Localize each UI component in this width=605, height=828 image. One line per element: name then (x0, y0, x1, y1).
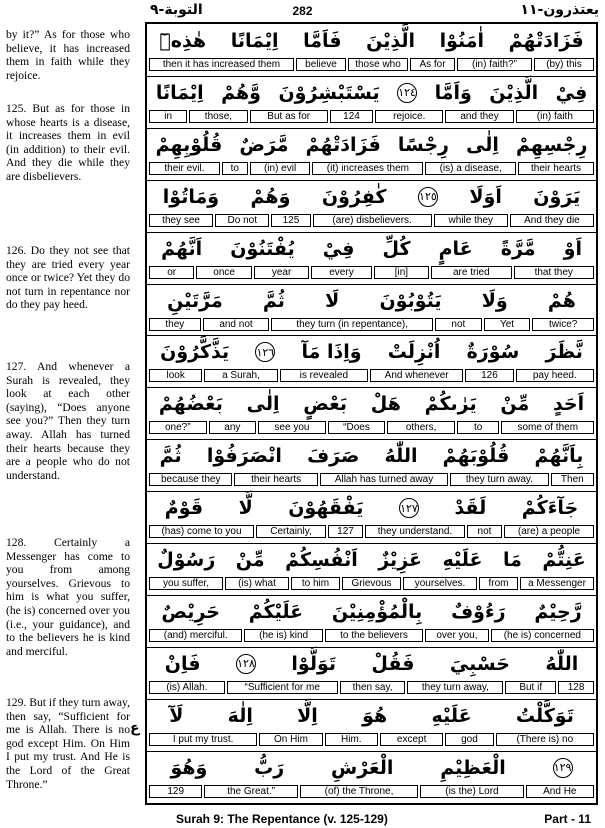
gloss-word: their hearts (518, 162, 594, 175)
gloss-word: (it) increases them (312, 162, 423, 175)
arabic-word: تَوَكَّلْتُ (515, 704, 574, 727)
verse-row (147, 647, 596, 699)
arabic-word: اللّٰهُ (545, 652, 579, 675)
gloss-word: look (149, 369, 202, 382)
arabic-word: فَزَادَتْهُمْ (305, 133, 381, 156)
translation-paragraph: 128. Certainly a Messenger has come to you from among yourselves. Grievous to him is what you suffer, (he is) concerned over you (i.e., your guidance), and to the believers he is kind and merciful. (6, 536, 130, 658)
gloss-word: and not (203, 318, 270, 331)
gloss-word: 129 (149, 785, 202, 798)
arabic-word: اِلٰى (246, 393, 280, 416)
verse-row (147, 751, 596, 803)
verse-row (147, 128, 596, 180)
gloss-line (149, 785, 594, 798)
gloss-word: every (311, 266, 371, 279)
gloss-line (149, 577, 594, 590)
arabic-word: اِلٰهَ (227, 704, 253, 727)
arabic-line (147, 284, 596, 318)
gloss-word: once (196, 266, 251, 279)
gloss-word: to (222, 162, 248, 175)
gloss-line (149, 318, 594, 331)
arabic-word: كٰفِرُوْنَ (321, 185, 387, 208)
arabic-word: حَسْبِيَ (449, 652, 510, 675)
row-divider (147, 76, 596, 77)
verse-number: ١٢٥ (418, 187, 438, 207)
gloss-line (149, 369, 594, 382)
gloss-word: any (209, 421, 257, 434)
gloss-line (149, 733, 594, 746)
verse-row (147, 24, 596, 76)
arabic-word: قُلُوْبَهُمْ (442, 445, 510, 468)
gloss-word: (is) what (225, 577, 289, 590)
gloss-word: “Sufficient for me (227, 681, 338, 694)
arabic-word: انْصَرَفُوْا (206, 445, 282, 468)
arabic-line (147, 180, 596, 214)
gloss-word: Allah has turned away (320, 473, 448, 486)
gloss-word: except (380, 733, 443, 746)
gloss-word: god (445, 733, 493, 746)
gloss-word: (is) Allah. (149, 681, 225, 694)
page-header (0, 0, 605, 22)
gloss-word: (is the) Lord (420, 785, 523, 798)
row-divider (147, 595, 596, 596)
gloss-word: (is) a disease, (425, 162, 516, 175)
arabic-line (147, 439, 596, 473)
arabic-word: يَسْتَبْشِرُوْنَ (278, 81, 380, 104)
arabic-word: بَعْضُهُمْ (158, 393, 223, 416)
arabic-word: مَرَّتَيْنِ (167, 289, 223, 312)
arabic-word: يَرٰىكُمْ (424, 393, 477, 416)
row-divider (147, 284, 596, 285)
arabic-word: وَاِذَا مَآ (301, 341, 362, 364)
page-number: 282 (292, 4, 313, 18)
arabic-word: رَسُوْلٌ (157, 549, 216, 571)
gloss-word: not (467, 525, 502, 538)
arabic-word: قَوْمٌ (164, 497, 204, 520)
row-divider (147, 491, 596, 492)
gloss-word: are tried (431, 266, 511, 279)
gloss-word: they turn away. (450, 473, 548, 486)
gloss-word: the Great.” (204, 785, 297, 798)
surah-title: Surah 9: The Repentance (v. 125-129) (176, 812, 388, 826)
gloss-word: Grievous (342, 577, 401, 590)
verse-row (147, 439, 596, 491)
arabic-word: وَاَمَّا (434, 81, 472, 104)
arabic-word: هٰذِهٖٓ (159, 30, 207, 52)
gloss-word: twice? (532, 318, 594, 331)
gloss-line (149, 58, 594, 71)
arabic-word: اُنْزِلَتْ (387, 341, 441, 364)
arabic-word: بَعْضٍ (303, 393, 348, 416)
gloss-word: over you, (425, 629, 488, 642)
verse-row (147, 699, 596, 751)
translation-paragraph: 129. But if they turn away, then say, “Sufficient for me is Allah. There is no god except Him. On Him I put my trust. And He is the Lord of the Great Throne.” (6, 696, 130, 791)
translation-paragraph: 126. Do they not see that they are tried every year once or twice? Yet they do not turn in repentance nor do they pay heed. (6, 244, 130, 312)
arabic-word: عَلَيْهِ (431, 704, 472, 727)
gloss-line (149, 629, 594, 642)
arabic-word: بِاَنَّهُمْ (534, 445, 584, 468)
gloss-word: they understand. (365, 525, 465, 538)
page-footer (0, 810, 605, 828)
gloss-word: 128 (558, 681, 594, 694)
arabic-word: عَلَيْكُمْ (248, 600, 304, 623)
arabic-line (147, 76, 596, 110)
arabic-word: عَنِتُّمْ (542, 549, 586, 571)
arabic-word: رِجْسِهِمْ (516, 133, 588, 156)
gloss-word: from (479, 577, 518, 590)
arabic-word: يَتُوْبُوْنَ (379, 289, 442, 312)
arabic-word: مَا (502, 549, 522, 571)
row-divider (147, 751, 596, 752)
arabic-word: عَلَيْهِ (442, 549, 483, 571)
row-divider (147, 232, 596, 233)
arabic-word: رَّحِيْمٌ (534, 600, 582, 623)
verse-row (147, 180, 596, 232)
gloss-line (149, 525, 594, 538)
arabic-word: عَامٍ (438, 237, 473, 260)
arabic-word: الْعَرْشِ (331, 756, 394, 779)
arabic-word: وَهُمْ (250, 185, 291, 208)
arabic-word: اٰمَنُوْا (439, 30, 485, 52)
part-number: Part - 11 (544, 812, 591, 826)
gloss-word: a Surah, (204, 369, 277, 382)
arabic-word: لَا (325, 289, 340, 312)
gloss-word: because they (149, 473, 232, 486)
gloss-word: yourselves. (403, 577, 477, 590)
verse-row (147, 232, 596, 284)
gloss-word: (are) disbelievers. (313, 214, 432, 227)
gloss-word: then say, (340, 681, 406, 694)
gloss-word: those, (189, 110, 247, 123)
arabic-line (147, 491, 596, 525)
gloss-word: see you (258, 421, 326, 434)
arabic-word: قُلُوْبِهِمْ (155, 133, 223, 156)
arabic-word: مَّرَضٌ (239, 133, 289, 156)
row-divider (147, 699, 596, 700)
gloss-word: some of them (501, 421, 594, 434)
arabic-word: فَزَادَتْهُمْ (508, 30, 584, 52)
arabic-line (147, 335, 596, 369)
arabic-word: وَّهُمْ (221, 81, 261, 104)
gloss-word: And whenever (370, 369, 463, 382)
arabic-word: فِيْ (322, 237, 355, 260)
gloss-word: (he is) concerned (491, 629, 594, 642)
gloss-word: to (457, 421, 500, 434)
arabic-word: وَلَا (481, 289, 508, 312)
verse-row (147, 284, 596, 336)
arabic-line (147, 543, 596, 577)
gloss-word: Him. (325, 733, 378, 746)
arabic-word: فَقُلْ (371, 652, 415, 675)
gloss-word: (and) merciful. (149, 629, 242, 642)
juz-marker: يعتذرون-١١ (520, 2, 599, 18)
arabic-word: مَّرَّةً (500, 237, 536, 260)
gloss-word: a Messenger (520, 577, 594, 590)
arabic-word: ثُمَّ (262, 289, 285, 312)
row-divider (147, 335, 596, 336)
gloss-word: “Does (328, 421, 386, 434)
gloss-word: believe (296, 58, 346, 71)
arabic-word: الَّذِيْنَ (366, 30, 415, 52)
gloss-word: others, (387, 421, 455, 434)
gloss-word: you suffer, (149, 577, 223, 590)
gloss-word: As for (410, 58, 455, 71)
verse-row (147, 543, 596, 595)
verse-number: ١٢٦ (255, 342, 275, 362)
gloss-word: Certainly, (256, 525, 326, 538)
gloss-word: (in) faith (516, 110, 594, 123)
arabic-word: وَمَاتُوْا (162, 185, 220, 208)
gloss-word: And He (526, 785, 594, 798)
arabic-word: نَّظَرَ (545, 341, 583, 364)
verse-row (147, 335, 596, 387)
row-divider (147, 128, 596, 129)
translation-paragraph: 125. But as for those in whose hearts is a disease, it increases them in evil (in addition) to their evil. And they die while they are disbelievers. (6, 102, 130, 183)
verse-number: ١٢٨ (236, 654, 256, 674)
arabic-word: حَرِيْصٌ (161, 600, 220, 623)
gloss-word: (There is) no (496, 733, 594, 746)
arabic-line (147, 24, 596, 58)
arabic-word: مِّنْ (235, 549, 265, 571)
arabic-word: هَلْ (370, 393, 401, 416)
arabic-word: فَاِنْ (164, 652, 201, 675)
arabic-word: يَرَوْنَ (533, 185, 581, 208)
arabic-word: الْعَظِيْمِ (440, 756, 506, 779)
arabic-word: اَحَدٍ (552, 393, 585, 416)
gloss-word: their hearts (234, 473, 317, 486)
gloss-word: (in) faith?” (457, 58, 532, 71)
gloss-line (149, 421, 594, 434)
gloss-word: one?” (149, 421, 207, 434)
arabic-word: لَقَدْ (454, 497, 487, 520)
gloss-word: But as for (250, 110, 328, 123)
arabic-word: كُلِّ (382, 237, 411, 260)
arabic-line (147, 232, 596, 266)
gloss-word: to him (291, 577, 340, 590)
arabic-word: رَءُوْفٌ (451, 600, 506, 623)
arabic-word: اَنْفُسِكُمْ (285, 549, 358, 571)
gloss-word: year (254, 266, 309, 279)
gloss-line (149, 681, 594, 694)
gloss-word: (has) come to you (149, 525, 254, 538)
arabic-word: يَفْقَهُوْنَ (288, 497, 364, 520)
verse-number: ١٢٤ (397, 83, 417, 103)
gloss-word: and they (445, 110, 513, 123)
arabic-line (147, 128, 596, 162)
arabic-word: اِيْمَانًا (230, 30, 279, 52)
gloss-word: (are) a people (504, 525, 594, 538)
arabic-line (147, 751, 596, 785)
gloss-line (149, 266, 594, 279)
gloss-word: But if (505, 681, 556, 694)
arabic-word: الَّذِيْنَ (489, 81, 539, 104)
gloss-word: is revealed (280, 369, 368, 382)
arabic-word: صَرَفَ (307, 445, 360, 468)
arabic-word: اِيْمَانًا (155, 81, 204, 104)
gloss-word: 124 (330, 110, 373, 123)
gloss-word: (in) evil (250, 162, 311, 175)
arabic-line (147, 647, 596, 681)
gloss-word: And they die (510, 214, 594, 227)
arabic-line (147, 595, 596, 629)
arabic-word: جَآءَكُمْ (521, 497, 579, 520)
arabic-word: يَذَّكَّرُوْنَ (160, 341, 230, 364)
gloss-word: in (149, 110, 187, 123)
verse-row (147, 387, 596, 439)
gloss-word: those who (348, 58, 408, 71)
gloss-word: I put my trust. (149, 733, 257, 746)
gloss-word: they (149, 318, 201, 331)
gloss-word: (of) the Throne, (300, 785, 418, 798)
arabic-word: اَنَّهُمْ (161, 237, 203, 260)
gloss-word: not (435, 318, 482, 331)
arabic-word: اَوَلَا (469, 185, 502, 208)
gloss-word: to the believers (325, 629, 423, 642)
surah-marker: التوبة-٩ (150, 2, 203, 18)
gloss-word: rejoice. (375, 110, 443, 123)
gloss-word: that they (514, 266, 594, 279)
row-divider (147, 439, 596, 440)
arabic-word: ثُمَّ (159, 445, 182, 468)
verse-row (147, 491, 596, 543)
gloss-word: (by) this (534, 58, 594, 71)
gloss-word: 126 (465, 369, 513, 382)
arabic-word: لَّا (238, 497, 253, 520)
arabic-word: اللّٰهُ (384, 445, 418, 468)
arabic-word: يُفْتَنُوْنَ (230, 237, 295, 260)
arabic-word: رِجْسًا (397, 133, 449, 156)
arabic-word: لَآ (169, 704, 184, 727)
gloss-word: Yet (484, 318, 531, 331)
gloss-word: they see (149, 214, 213, 227)
verse-number: ١٢٩ (553, 758, 573, 778)
arabic-word: فَاَمَّا (303, 30, 342, 52)
verse-row (147, 595, 596, 647)
gloss-line (149, 162, 594, 175)
gloss-word: or (149, 266, 194, 279)
arabic-word: تَوَلَّوْا (291, 652, 336, 675)
arabic-word: مِّنْ (500, 393, 530, 416)
arabic-word: وَهُوَ (170, 756, 208, 779)
arabic-word: اَوْ (563, 237, 582, 260)
verse-number: ١٢٧ (399, 498, 419, 518)
arabic-word: بِالْمُؤْمِنِيْنَ (331, 600, 423, 623)
arabic-word: رَبُّ (254, 756, 285, 779)
gloss-word: Do not (215, 214, 269, 227)
gloss-word: 125 (271, 214, 310, 227)
arabic-line (147, 699, 596, 733)
quran-frame (145, 22, 598, 805)
gloss-word: Then (551, 473, 594, 486)
row-divider (147, 387, 596, 388)
arabic-word: عَزِيْزٌ (378, 549, 422, 571)
gloss-word: (he is) kind (244, 629, 322, 642)
gloss-word: 127 (328, 525, 363, 538)
translation-paragraph: 127. And whenever a Surah is revealed, they look at each other (saying), “Does anyone see you?” Then they turn away. Allah has turned their hearts because they are a people who do not understand. (6, 360, 130, 482)
ruku-mark: ع (130, 720, 140, 736)
arabic-word: هُمْ (547, 289, 576, 312)
gloss-word: they turn away, (407, 681, 503, 694)
gloss-line (149, 110, 594, 123)
gloss-word: pay heed. (516, 369, 594, 382)
gloss-word: they turn (in repentance), (271, 318, 433, 331)
arabic-word: سُوْرَةٌ (466, 341, 520, 364)
arabic-line (147, 387, 596, 421)
arabic-word: فِيْ (555, 81, 588, 104)
row-divider (147, 180, 596, 181)
gloss-word: [in] (374, 266, 429, 279)
gloss-word: On Him (259, 733, 322, 746)
arabic-word: اِلٰى (466, 133, 499, 156)
gloss-line (149, 214, 594, 227)
gloss-line (149, 473, 594, 486)
arabic-word: اِلَّا (297, 704, 318, 727)
row-divider (147, 543, 596, 544)
arabic-word: هُوَ (362, 704, 388, 727)
row-divider (147, 647, 596, 648)
gloss-word: then it has increased them (149, 58, 294, 71)
verse-row (147, 76, 596, 128)
translation-paragraph: by it?” As for those who believe, it has increased them in faith while they rejoice. (6, 28, 130, 82)
gloss-word: their evil. (149, 162, 220, 175)
gloss-word: while they (434, 214, 508, 227)
